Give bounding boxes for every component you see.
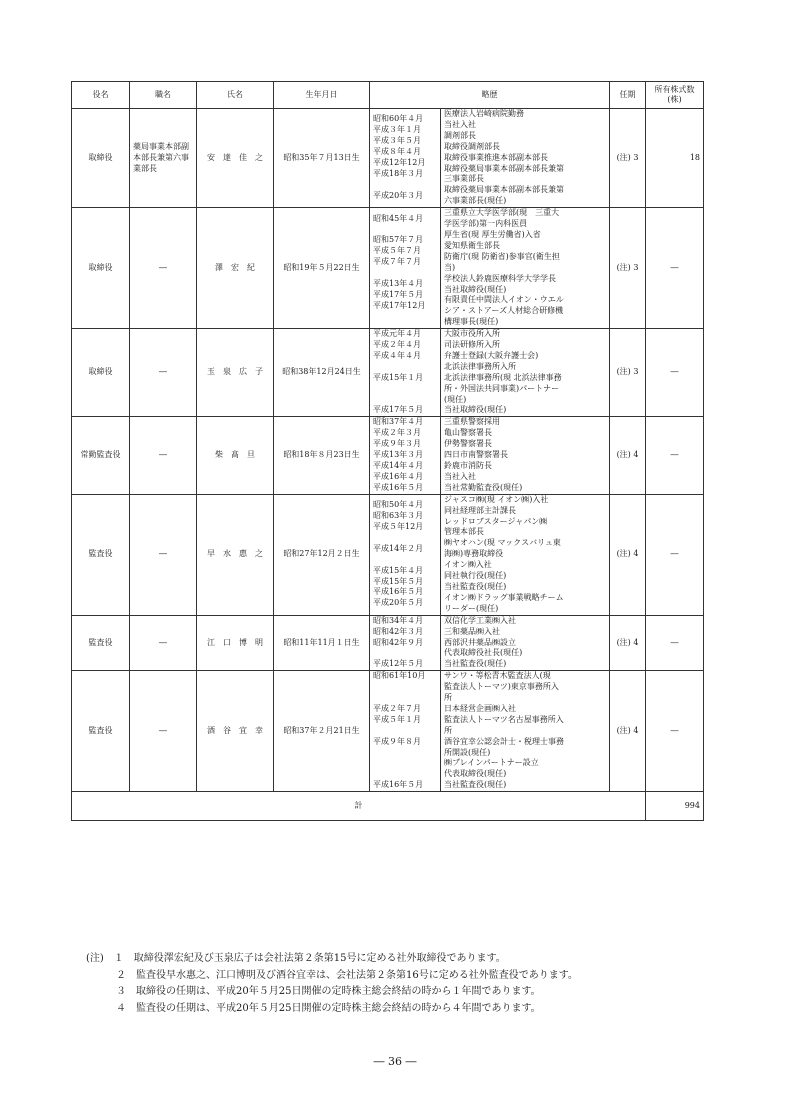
cell-title: ― (130, 417, 197, 494)
cell-name: 玉 泉 広 子 (197, 329, 274, 417)
cell-position: 取締役 (72, 329, 130, 417)
cell-term: (注) 4 (610, 671, 646, 792)
cell-shares: ― (646, 671, 704, 792)
cell-position: 取締役 (72, 109, 130, 208)
cell-career-dates: 昭和45年４月 昭和57年７月 平成５年７月 平成７年７月 平成13年４月 平成17年５月 平成17年12月 (370, 208, 441, 329)
header-birth: 生年月日 (274, 82, 370, 109)
table-row (72, 329, 704, 417)
notes (86, 951, 578, 1018)
cell-shares: ― (646, 615, 704, 671)
cell-position: 常勤監査役 (72, 417, 130, 494)
cell-birth: 昭和18年８月23日生 (274, 417, 370, 494)
officers-table (71, 81, 704, 821)
cell-name: 早 水 惠 之 (197, 494, 274, 615)
cell-title: ― (130, 329, 197, 417)
cell-career-text: ジャスコ㈱(現 イオン㈱)入社 同社経理部主計課長 レッドロブスタージャパン㈱ 管理本部長 ㈱ヤオハン(現 マックスバリュ東 海㈱)専務取締役 イオン㈱入社 同社執行役(現任) 当社監査役(現任) イオン㈱ドラッグ事業戦略チーム リーダー(現任) (441, 494, 610, 615)
cell-birth: 昭和35年７月13日生 (274, 109, 370, 208)
cell-title: ― (130, 671, 197, 792)
cell-position: 監査役 (72, 671, 130, 792)
header-term: 任期 (610, 82, 646, 109)
cell-position: 取締役 (72, 208, 130, 329)
cell-birth: 昭和11年11月１日生 (274, 615, 370, 671)
cell-term: (注) 3 (610, 208, 646, 329)
cell-name: 江 口 博 明 (197, 615, 274, 671)
table-total-row (72, 792, 704, 821)
cell-name: 柴 髙 旦 (197, 417, 274, 494)
table-row (72, 109, 704, 208)
cell-shares: ― (646, 208, 704, 329)
cell-title: ― (130, 208, 197, 329)
cell-name: 澤 宏 紀 (197, 208, 274, 329)
cell-name: 酒 谷 宜 幸 (197, 671, 274, 792)
cell-name: 安 達 佳 之 (197, 109, 274, 208)
cell-shares: ― (646, 494, 704, 615)
cell-title: ― (130, 494, 197, 615)
table-row (72, 417, 704, 494)
header-career: 略歴 (370, 82, 610, 109)
table-row (72, 494, 704, 615)
cell-term: (注) 3 (610, 109, 646, 208)
cell-career-dates: 昭和37年４月 平成２年３月 平成９年３月 平成13年３月 平成14年４月 平成16年４月 平成16年５月 (370, 417, 441, 494)
cell-term: (注) 4 (610, 494, 646, 615)
cell-birth: 昭和38年12月24日生 (274, 329, 370, 417)
cell-career-dates: 昭和50年４月 昭和63年３月 平成５年12月 平成14年２月 平成15年４月 平成15年５月 平成16年５月 平成20年５月 (370, 494, 441, 615)
note-line: ４ 監査役の任期は、平成20年５月25日開催の定時株主総会終結の時から４年間であります。 (86, 1003, 541, 1015)
total-value: 994 (646, 792, 704, 821)
cell-career-text: サンワ・等松青木監査法人(現 監査法人トーマツ)東京事務所入 所 日本経営企画㈱入社 監査法人トーマツ名古屋事務所入 所 酒谷宜幸公認会計士・税理士事務 所開設(現任) ㈱ブレインパートナー設立 代表取締役(現任) 当社監査役(現任) (441, 671, 610, 792)
cell-shares: ― (646, 417, 704, 494)
cell-career-dates: 昭和61年10月 平成２年７月 平成５年１月 平成９年８月 平成16年５月 (370, 671, 441, 792)
cell-career-text: 双信化学工業㈱入社 三和薬品㈱入社 西部沢井薬品㈱設立 代表取締役社長(現任) 当社監査役(現任) (441, 615, 610, 671)
page-number: ― 36 ― (373, 1055, 417, 1068)
cell-career-text: 医療法人岩崎病院勤務 当社入社 調剤部長 取締役調剤部長 取締役事業推進本部副本部長 取締役薬局事業本部副本部長兼第 三事業部長 取締役薬局事業本部副本部長兼第 六事業部長(現任) (441, 109, 610, 208)
header-name: 氏名 (197, 82, 274, 109)
total-label: 計 (72, 792, 646, 821)
cell-position: 監査役 (72, 615, 130, 671)
cell-career-dates: 平成元年４月 平成２年４月 平成４年４月 平成15年１月 平成17年５月 (370, 329, 441, 417)
table-header-row (72, 82, 704, 109)
table-row (72, 208, 704, 329)
cell-shares: 18 (646, 109, 704, 208)
header-shares: 所有株式数 (株) (646, 82, 704, 109)
cell-career-text: 三重県立大学医学部(現 三重大 学医学部)第一内科医員 厚生省(現 厚生労働省)入省 愛知県衛生部長 防衛庁(現 防衛省)参事官(衛生担 当) 学校法人鈴鹿医療科学大学学長 当社取締役(現任) 有限責任中間法人イオン・ウエル シア・ストアーズ人材総合研修機 構理事長(現任) (441, 208, 610, 329)
cell-term: (注) 4 (610, 615, 646, 671)
cell-birth: 昭和19年５月22日生 (274, 208, 370, 329)
cell-title: ― (130, 615, 197, 671)
cell-birth: 昭和37年２月21日生 (274, 671, 370, 792)
cell-career-dates: 昭和34年４月 昭和42年３月 昭和42年９月 平成12年５月 (370, 615, 441, 671)
cell-career-dates: 昭和60年４月 平成３年１月 平成３年５月 平成８年４月 平成12年12月 平成18年３月 平成20年３月 (370, 109, 441, 208)
cell-term: (注) 3 (610, 329, 646, 417)
cell-term: (注) 4 (610, 417, 646, 494)
cell-career-text: 三重県警察採用 亀山警察署長 伊勢警察署長 四日市南警察署長 鈴鹿市消防長 当社入社 当社常勤監査役(現任) (441, 417, 610, 494)
cell-title: 薬局事業本部副本部長兼第六事業部長 (130, 109, 197, 208)
table-row (72, 615, 704, 671)
table-row (72, 671, 704, 792)
note-line: ２ 監査役早水惠之、江口博明及び酒谷宜幸は、会社法第２条第16号に定める社外監査役であります。 (86, 969, 578, 981)
cell-position: 監査役 (72, 494, 130, 615)
cell-career-text: 大阪市役所入所 司法研修所入所 弁護士登録(大阪弁護士会) 北浜法律事務所入所 北浜法律事務所(現 北浜法律事務 所・外国法共同事業)パートナー (現任) 当社取締役(現任) (441, 329, 610, 417)
note-line: ３ 取締役の任期は、平成20年５月25日開催の定時株主総会終結の時から１年間であります。 (86, 986, 541, 998)
cell-shares: ― (646, 329, 704, 417)
header-position: 役名 (72, 82, 130, 109)
header-title: 職名 (130, 82, 197, 109)
cell-birth: 昭和27年12月２日生 (274, 494, 370, 615)
note-line: (注) １ 取締役澤宏紀及び玉泉広子は会社法第２条第15号に定める社外取締役であります。 (86, 953, 506, 964)
